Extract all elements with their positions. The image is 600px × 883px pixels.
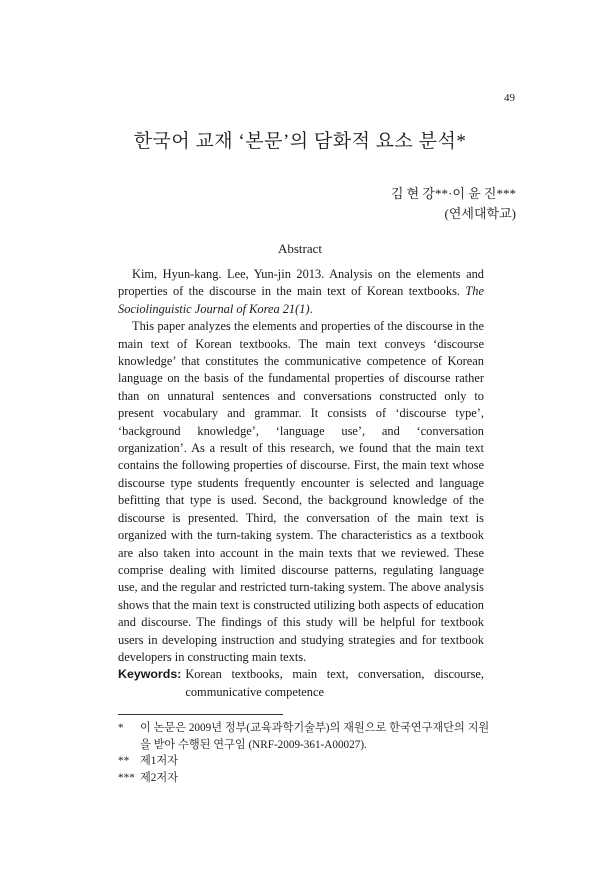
- citation: [118, 266, 484, 318]
- footnote-mark: ***: [118, 771, 135, 784]
- keywords-label: Keywords:: [118, 667, 182, 682]
- abstract-heading: Abstract: [277, 241, 323, 256]
- footnote-text: 이 논문은 2009년 정부(교육과학기술부)의 재원으로 한국연구재단의 지원을 받아 수행된 연구임 (NRF-2009-361-A00027).: [140, 722, 490, 751]
- citation-text: Kim, Hyun-kang. Lee, Yun-jin 2013. Analysis on the elements and properties of the discourse in the main text of Korean textbooks.: [118, 267, 484, 299]
- journal-name: The Sociolinguistic Journal of Korea 21(1): [118, 284, 484, 316]
- page-number: 49: [504, 92, 515, 104]
- keywords: [118, 666, 484, 701]
- abstract-section: [118, 266, 484, 701]
- footnote: [118, 720, 498, 753]
- footnote-text: 제2저자: [140, 771, 179, 784]
- abstract-body: This paper analyzes the elements and properties of the discourse in the main text of Korean textbooks. The main text conveys ‘discourse knowledge’ that constitutes the communicative competence of Korean language on the basis of the fundamental properties of discourse rather than on unnatural sentences and conversations constructed only to present vocabulary and grammar. It consists of ‘discourse type’, ‘background knowledge’, ‘language use’, and ‘conversation organization’. As a result of this research, we found that the main text contains the following properties of discourse. First, the main text whose discourse type students frequently encounter is selected and language befitting that type is used. Second, the background knowledge of the discourse is presented. Third, the conversation of the main text is organized with the turn-taking system. The characteristics as a textbook are also taken into account in the main texts that we reviewed. These comprise dealing with limited discourse patterns, regulating language use, and the regular and restricted turn-taking system. The above analysis shows that the main text is constructed utilizing both aspects of education and discourse. The findings of this study will be helpful for textbook users in developing instruction and studying strategies and for textbook developers in constructing main texts.: [118, 319, 484, 664]
- footnote-mark: **: [118, 755, 130, 768]
- footnote: [118, 753, 498, 770]
- paper-title: 한국어 교재 ‘본문’의 담화적 요소 분석*: [133, 131, 467, 152]
- footnote-divider: [118, 714, 283, 715]
- footnote-mark: *: [118, 722, 124, 734]
- citation-end: .: [309, 301, 313, 316]
- authors: 김 현 강**·이 윤 진***: [390, 186, 516, 201]
- footnotes: [118, 720, 498, 786]
- footnote-text: 제1저자: [140, 755, 179, 768]
- keywords-values: Korean textbooks, main text, conversation, discourse, communicative competence: [185, 667, 484, 699]
- affiliation: (연세대학교): [444, 206, 516, 221]
- footnote: [118, 770, 498, 787]
